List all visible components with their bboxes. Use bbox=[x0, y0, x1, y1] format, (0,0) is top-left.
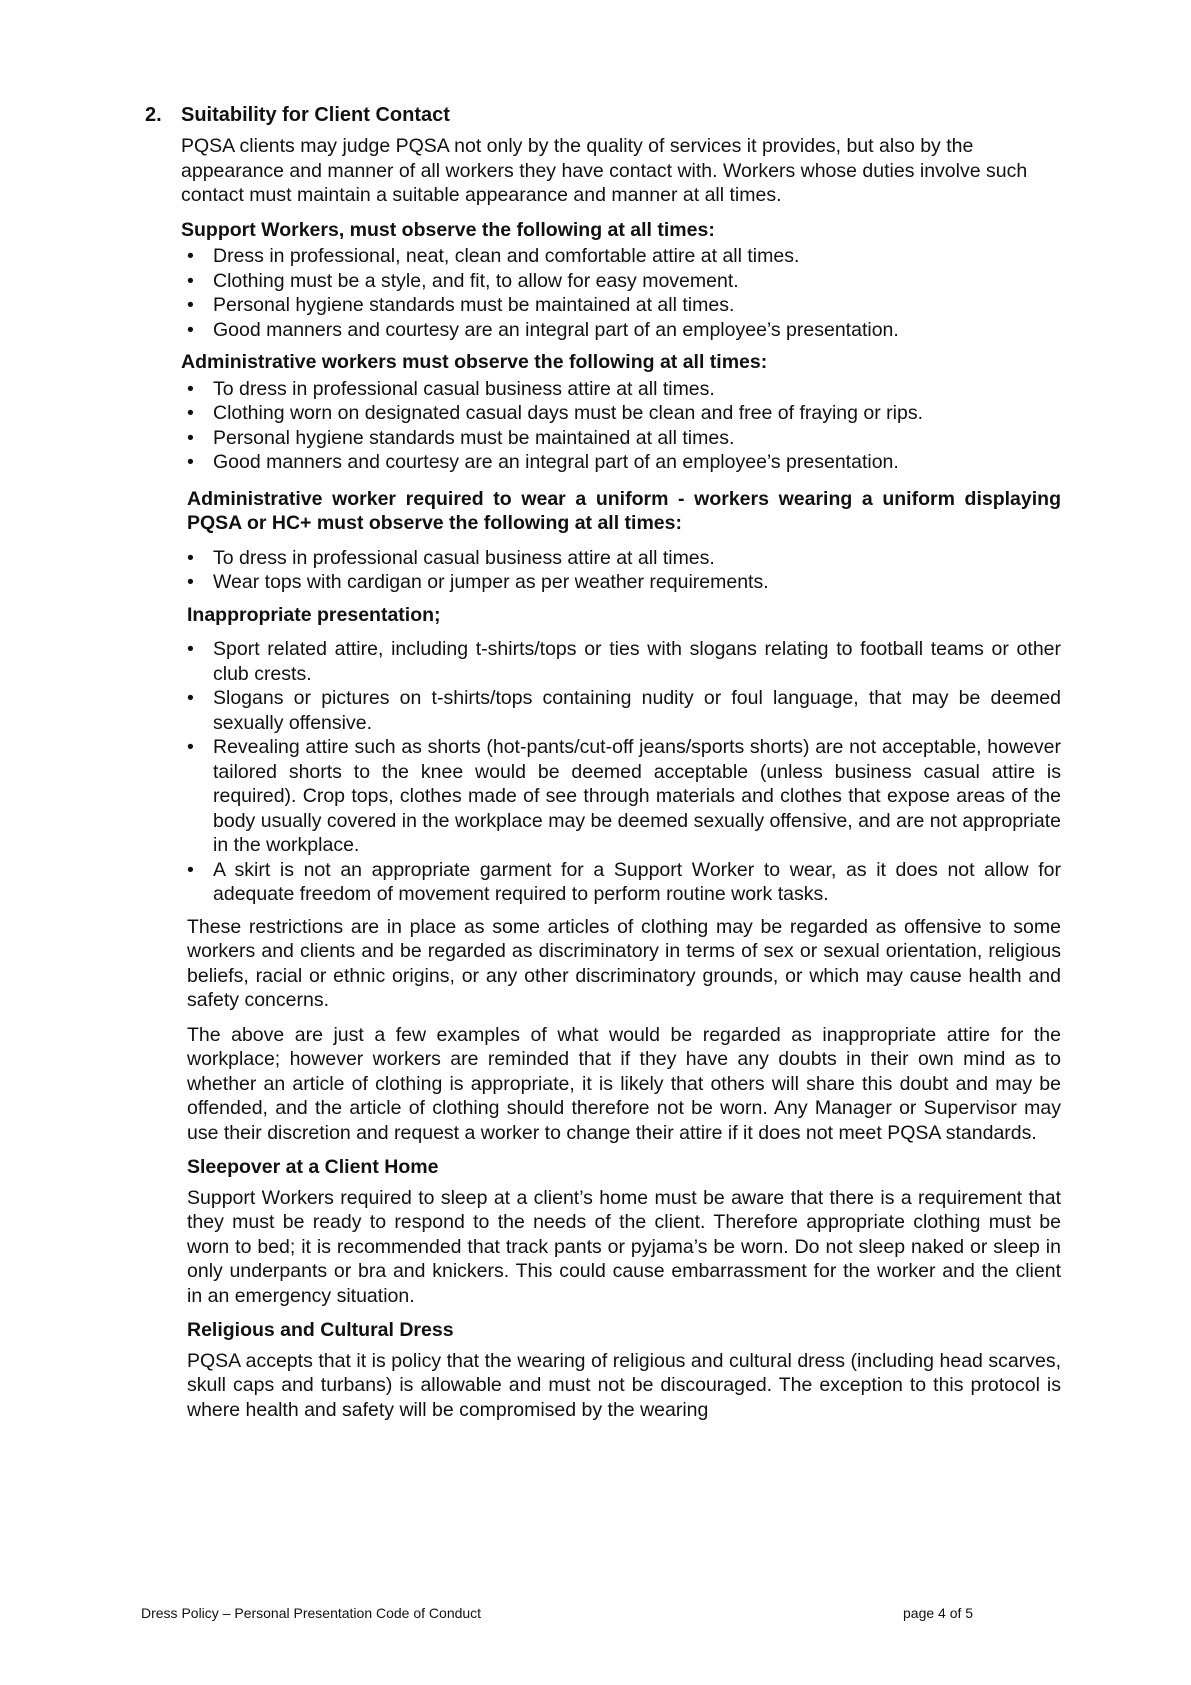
inappropriate-heading: Inappropriate presentation; bbox=[187, 603, 441, 626]
admin-workers-heading: Administrative workers must observe the following at all times: bbox=[181, 351, 768, 373]
restrictions-paragraph: These restrictions are in place as some articles of clothing may be regarded as offensive to some workers and clients and be regarded as discriminatory in terms of sex or sexual orientation, religious beliefs, racial or ethnic origins, or any other discriminatory grounds, or which may cause health and safety concerns. bbox=[187, 915, 1061, 1011]
religious-paragraph: PQSA accepts that it is policy that the wearing of religious and cultural dress (including head scarves, skull caps and turbans) is allowable and must not be discouraged. The exception to this protocol is where health and safety will be compromised by the wearing bbox=[187, 1349, 1061, 1421]
document-body bbox=[181, 134, 1061, 1432]
section-number: 2. bbox=[145, 104, 162, 126]
list-item: • Personal hygiene standards must be maintained at all times. bbox=[179, 426, 1061, 451]
list-item: • Personal hygiene standards must be maintained at all times. bbox=[179, 293, 1061, 318]
section-heading bbox=[145, 104, 450, 127]
religious-heading: Religious and Cultural Dress bbox=[187, 1319, 454, 1341]
list-item: • A skirt is not an appropriate garment for a Support Worker to wear, as it does not allow for adequate freedom of movement required to perform routine work tasks. bbox=[179, 858, 1061, 907]
intro-paragraph: PQSA clients may judge PQSA not only by the quality of services it provides, but also by the appearance and manner of all workers they have contact with. Workers whose duties involve such contact must maintain a suitable appearance and manner at all times. bbox=[181, 135, 1028, 206]
uniform-workers-list bbox=[181, 546, 1061, 595]
list-item: • Clothing worn on designated casual days must be clean and free of fraying or rips. bbox=[179, 401, 1061, 426]
section-title: Suitability for Client Contact bbox=[181, 104, 450, 126]
footer-title: Dress Policy – Personal Presentation Code of Conduct bbox=[141, 1605, 482, 1621]
admin-workers-list bbox=[181, 377, 1061, 475]
list-item: • Revealing attire such as shorts (hot-pants/cut-off jeans/sports shorts) are not acceptable, however tailored shorts to the knee would be deemed acceptable (unless business casual attire is required). Crop tops, clothes made of see through materials and clothes that expose areas of the body usually covered in the workplace may be deemed sexually offensive, and are not appropriate in the workplace. bbox=[179, 735, 1061, 858]
list-item: • To dress in professional casual business attire at all times. bbox=[179, 377, 1061, 402]
list-item: • To dress in professional casual business attire at all times. bbox=[179, 546, 1061, 571]
list-item: • Sport related attire, including t-shirts/tops or ties with slogans relating to football teams or other club crests. bbox=[179, 637, 1061, 686]
list-item: • Slogans or pictures on t-shirts/tops containing nudity or foul language, that may be deemed sexually offensive. bbox=[179, 686, 1061, 735]
list-item: • Dress in professional, neat, clean and comfortable attire at all times. bbox=[179, 244, 1061, 269]
list-item: • Clothing must be a style, and fit, to allow for easy movement. bbox=[179, 269, 1061, 294]
support-workers-list bbox=[181, 244, 1061, 342]
sleepover-heading: Sleepover at a Client Home bbox=[187, 1156, 439, 1178]
page-number: page 4 of 5 bbox=[903, 1605, 974, 1621]
list-item: • Good manners and courtesy are an integral part of an employee’s presentation. bbox=[179, 450, 1061, 475]
list-item: • Wear tops with cardigan or jumper as per weather requirements. bbox=[179, 570, 1061, 595]
examples-paragraph: The above are just a few examples of what would be regarded as inappropriate attire for the workplace; however workers are reminded that if they have any doubts in their own mind as to whether an article of clothing is appropriate, it is likely that others will share this doubt and may be offended, and the article of clothing should therefore not be worn. Any Manager or Supervisor may use their discretion and request a worker to change their attire if it does not meet PQSA standards. bbox=[187, 1023, 1061, 1144]
inappropriate-list bbox=[181, 637, 1061, 907]
support-workers-heading: Support Workers, must observe the following at all times: bbox=[181, 218, 715, 241]
uniform-workers-heading: Administrative worker required to wear a uniform - workers wearing a uniform displaying PQSA or HC+ must observe the following at all times: bbox=[187, 487, 1061, 534]
sleepover-paragraph: Support Workers required to sleep at a client’s home must be aware that there is a requirement that they must be ready to respond to the needs of the client. Therefore appropriate clothing must be worn to bed; it is recommended that track pants or pyjama’s be worn. Do not sleep naked or sleep in only underpants or bra and knickers. This could cause embarrassment for the worker and the client in an emergency situation. bbox=[187, 1186, 1061, 1307]
list-item: • Good manners and courtesy are an integral part of an employee’s presentation. bbox=[179, 318, 1061, 343]
